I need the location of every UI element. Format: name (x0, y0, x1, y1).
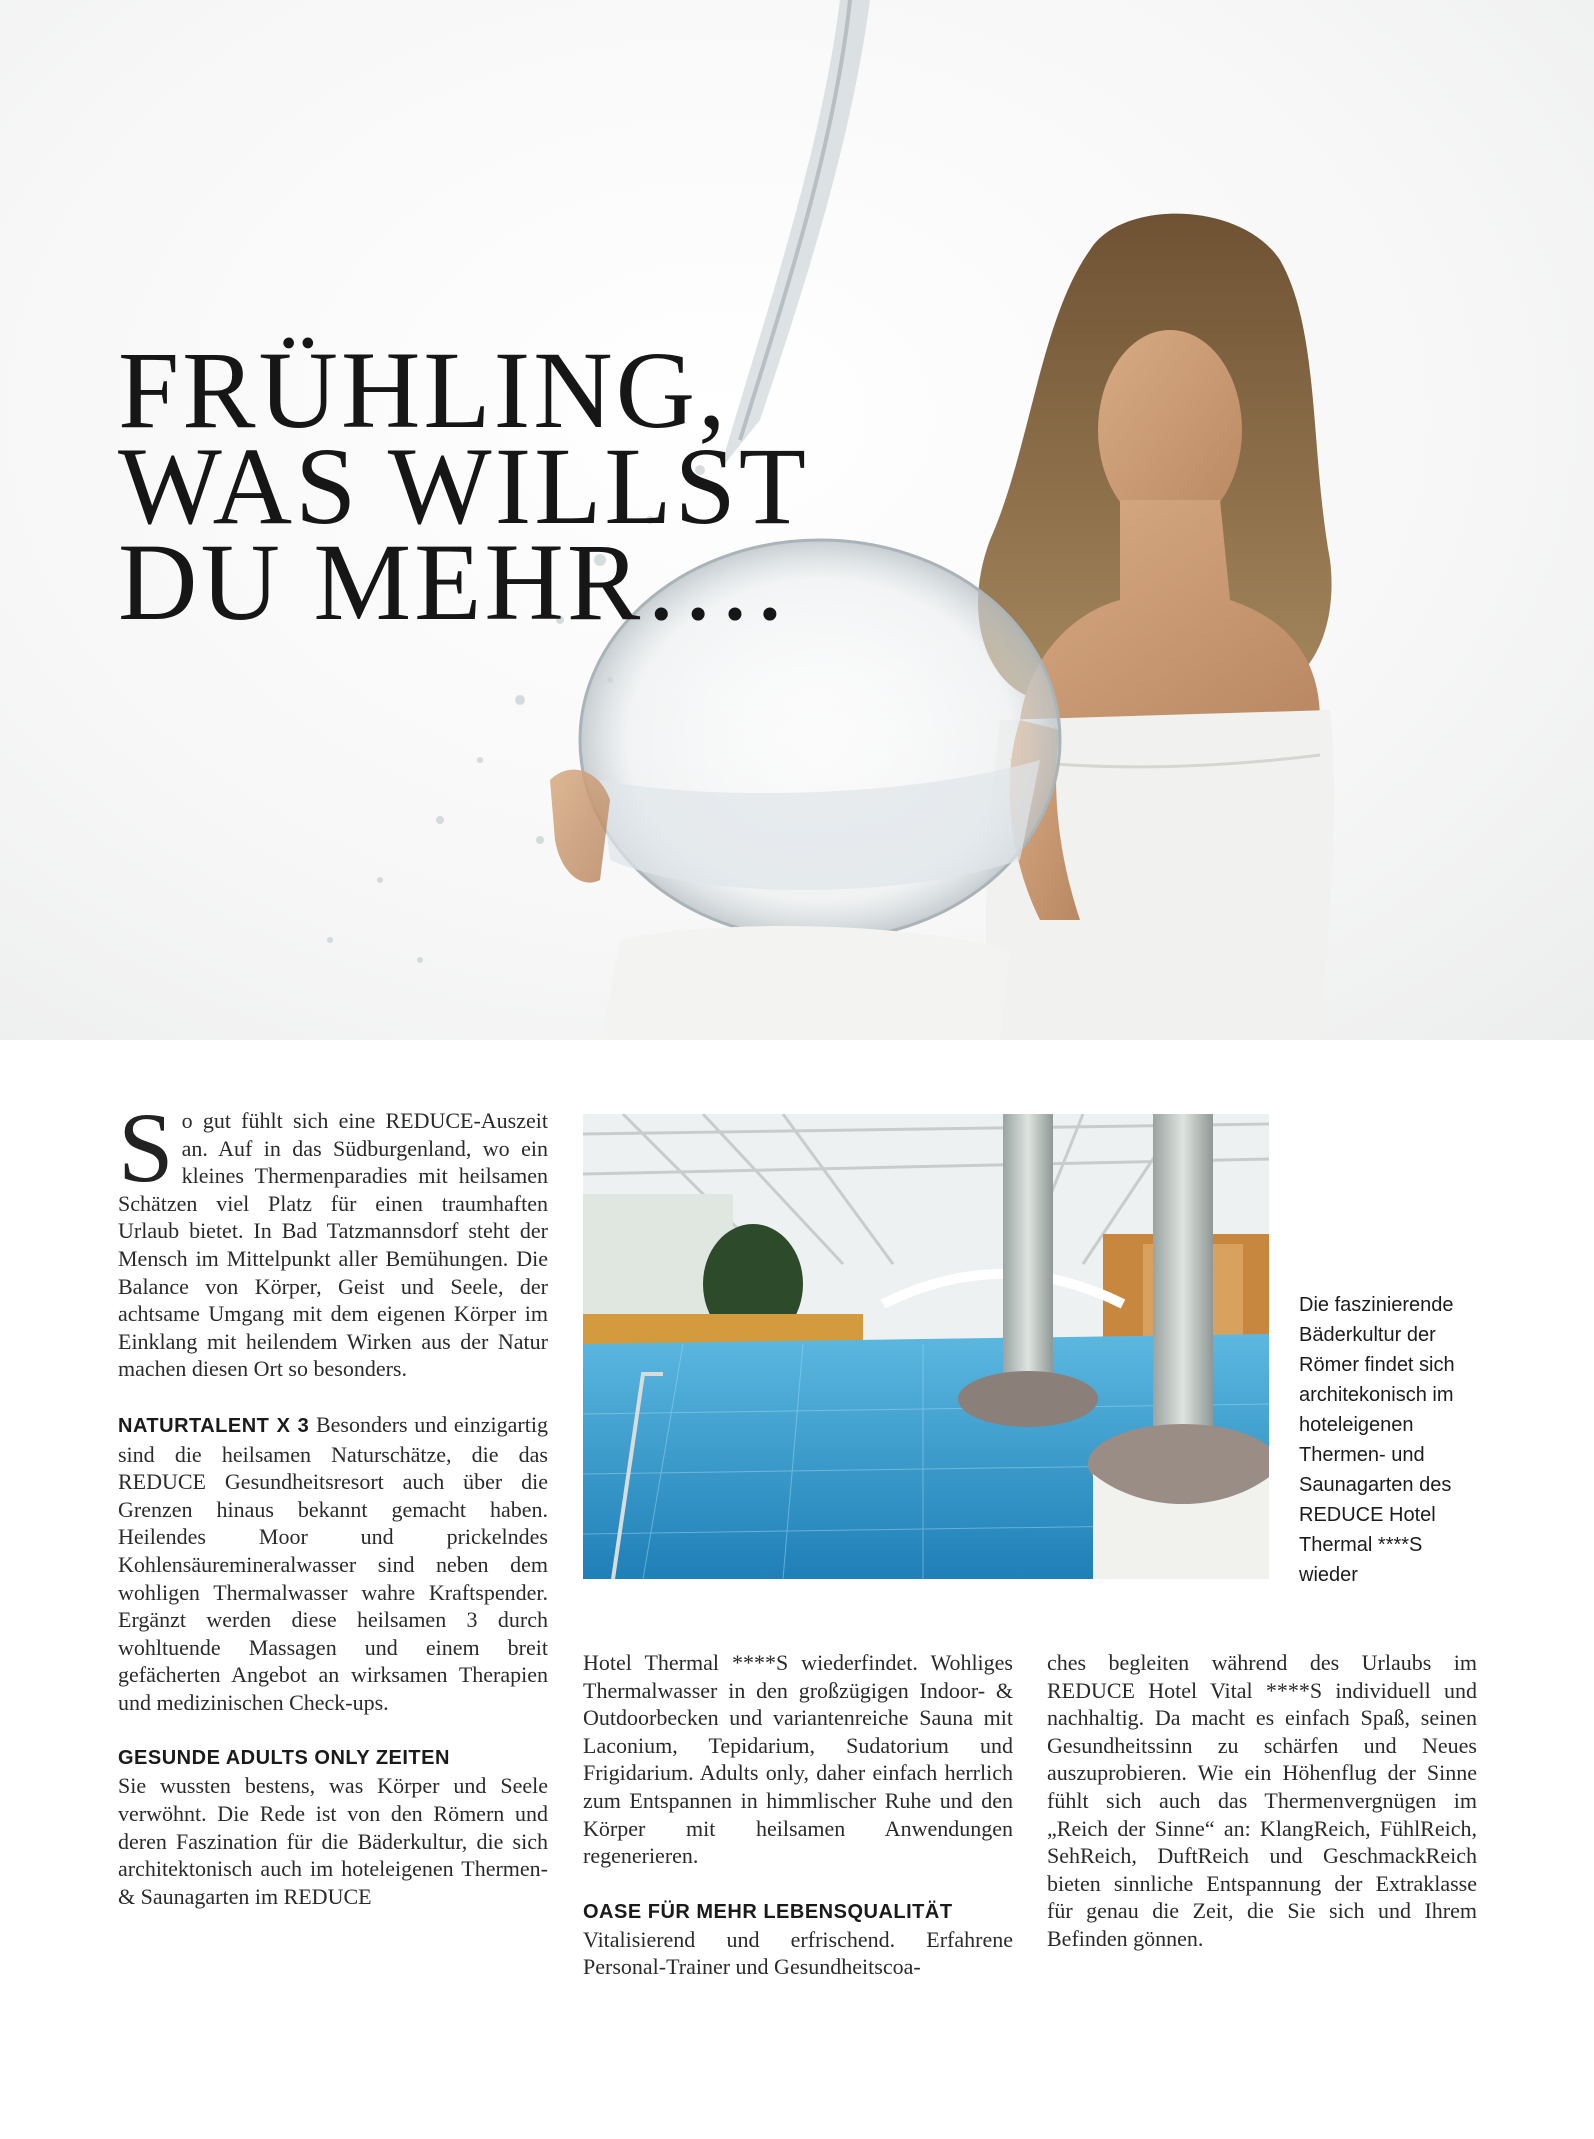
drop-cap: S (118, 1092, 174, 1203)
article-column-2 (583, 1649, 1013, 1981)
caption-line: REDUCE Hotel (1299, 1504, 1436, 1526)
caption-line: Thermen- und (1299, 1444, 1425, 1466)
pool-photo (583, 1114, 1269, 1579)
naturtalent-heading: NATURTALENT X 3 (118, 1414, 310, 1437)
adults-text: Sie wussten bestens, was Körper und Seele verwöhnt. Die Rede ist von den Römern und deren Faszination für die Bäderkultur, die sich architektonisch auch im hoteleigenen Thermen- & Saunagarten im REDUCE (118, 1773, 548, 1909)
caption-line: Thermal ****S (1299, 1534, 1423, 1556)
headline (118, 329, 809, 643)
article-column-3 (1047, 1649, 1477, 1953)
caption-line: Bäderkultur der (1299, 1324, 1436, 1346)
pool-illustration (583, 1114, 1269, 1579)
caption-line: Saunagarten des (1299, 1474, 1452, 1496)
hero-photo (0, 0, 1594, 1040)
adults-heading: GESUNDE ADULTS ONLY ZEITEN (118, 1747, 450, 1770)
caption-line: Die faszinierende (1299, 1294, 1454, 1316)
col2-text: Hotel Thermal ****S wiederfindet. Wohliges Thermalwasser in den großzügigen Indoor- & Outdoorbecken und variantenreiche Sauna mit Laconium, Tepidarium, Sudatorium und Frigidarium. Adults only, daher einfach herrlich zum Entspannen in himmlischer Ruhe und den Körper mit heilsamen Anwendungen regenerieren. (583, 1650, 1013, 1869)
col3-text: ches begleiten während des Urlaubs im REDUCE Hotel Vital ****S individuell und nachhaltig. Da macht es einfach Spaß, seinen Gesundheitssinn zu schärfen und Neues auszuprobieren. Wie ein Höhenflug der Sinne fühlt sich auch das Thermenvergnügen im „Reich der Sinne“ an: KlangReich, FühlReich, SehReich, DuftReich und GeschmackReich bieten sinnliche Entspannung der Extraklasse für genau die Zeit, die Sie sich und Ihrem Befinden gönnen. (1047, 1650, 1477, 1951)
caption-line: hoteleigenen (1299, 1414, 1414, 1436)
photo-caption (1299, 1290, 1469, 1590)
headline-line-1: FRÜHLING, (118, 329, 729, 451)
intro-text: o gut fühlt sich eine REDUCE-Auszeit an. Auf in das Südburgenland, wo ein kleines Thermenparadies mit heilsamen Schätzen viel Platz für einen traumhaften Urlaub bietet. In Bad Tatzmannsdorf steht der Mensch im Mittelpunkt aller Bemühungen. Die Balance von Körper, Geist und Seele, der achtsame Umgang mit dem eigenen Körper im Einklang mit heilendem Wirken aus der Natur machen diesen Ort so besonders. (118, 1108, 548, 1382)
oase-text: Vitalisierend und erfrischend. Erfahrene Personal-Trainer und Gesundheitscoa- (583, 1926, 1013, 1980)
caption-line: Römer findet sich (1299, 1354, 1455, 1376)
naturtalent-text: Besonders und einzigartig sind die heilsamen Naturschätze, die das REDUCE Gesundheitsresort auch über die Grenzen hinaus bekannt gemacht haben. Heilendes Moor und prickelndes Kohlensäuremineralwasser sind neben dem wohligen Thermalwasser wahre Kraftspender. Ergänzt werden diese heilsamen 3 durch wohltuende Massagen und einem breit gefächerten Angebot an wirksamen Therapien und medizinischen Check-ups. (118, 1411, 548, 1715)
headline-line-2: WAS WILLST (118, 425, 809, 547)
intro-paragraph (118, 1092, 548, 1383)
caption-line: architekonisch im (1299, 1384, 1454, 1406)
headline-line-3: DU MEHR…. (118, 521, 787, 643)
naturtalent-paragraph (118, 1411, 548, 1717)
article-column-1 (118, 1092, 548, 1910)
oase-heading: OASE FÜR MEHR LEBENSQUALITÄT (583, 1900, 953, 1923)
caption-line: wieder (1299, 1564, 1358, 1586)
